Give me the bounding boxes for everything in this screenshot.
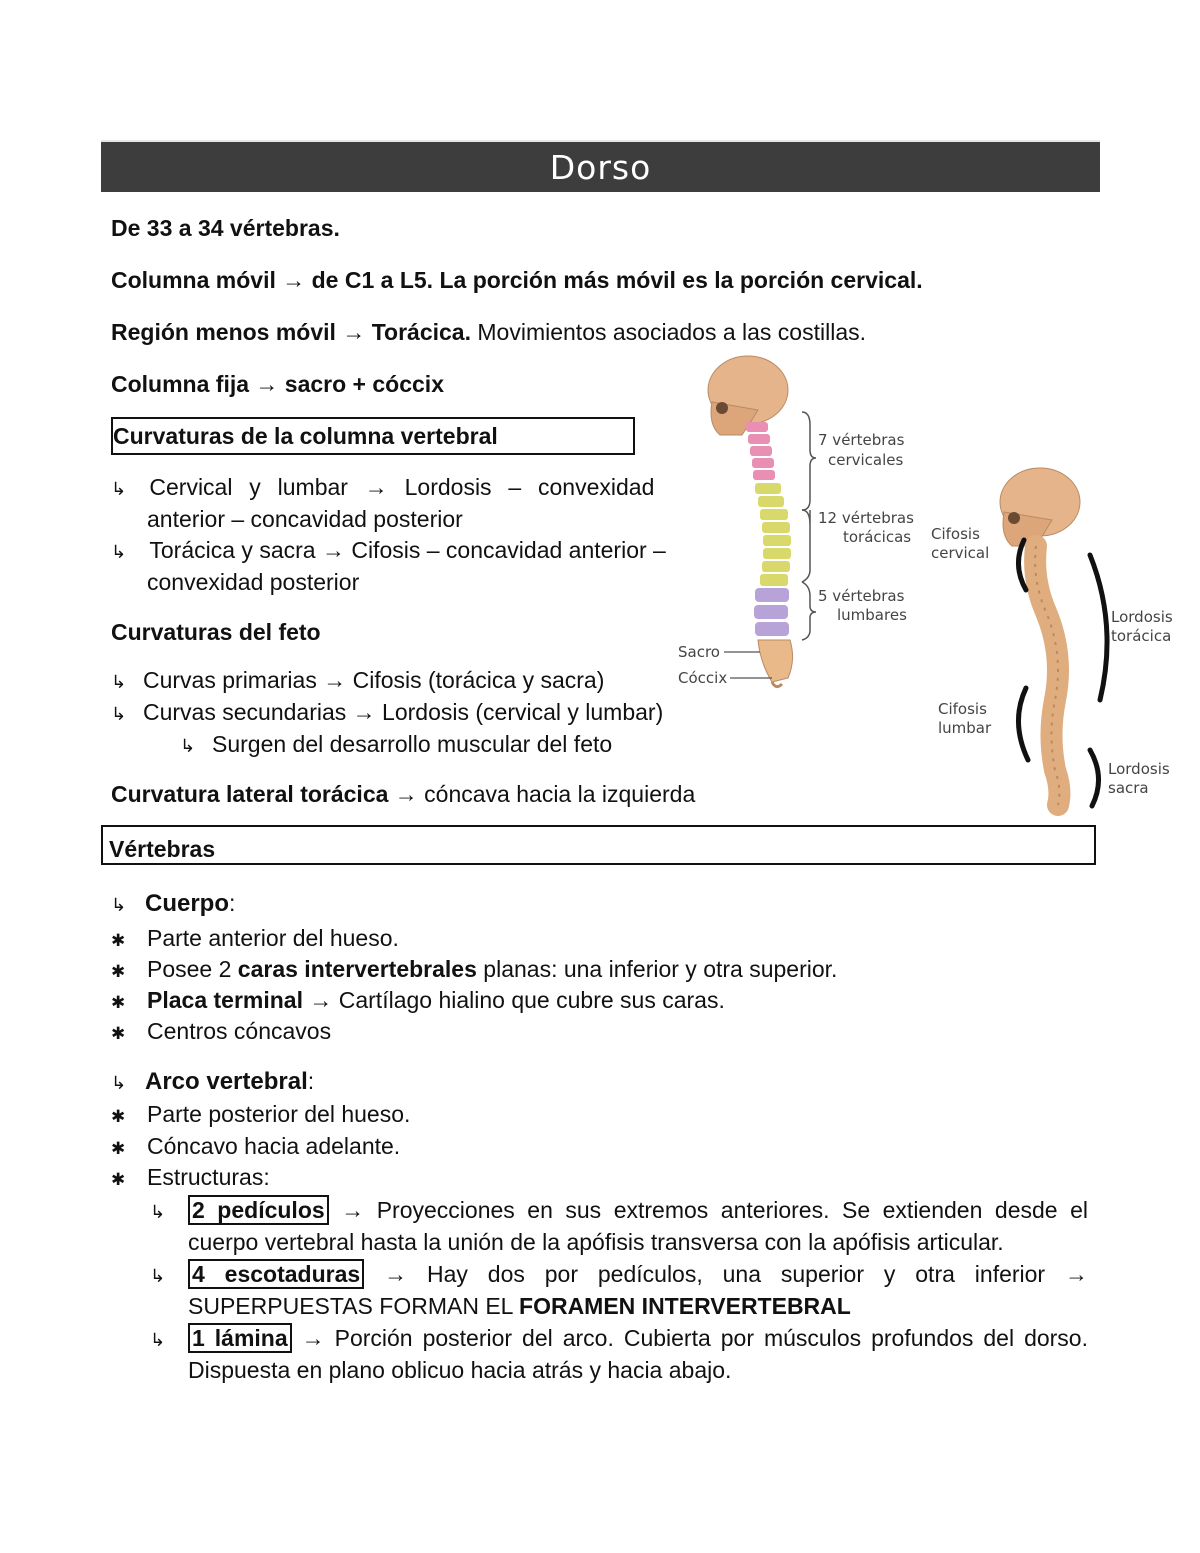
arch-heading: ↳ Arco vertebral: [111,1068,315,1095]
curvature-item-1: ↳ Cervical y lumbar → Lordosis – convexidad [111,474,655,500]
lamina-label: 1 lámina [188,1323,292,1353]
body-item-1: ✱ Parte anterior del hueso. [111,925,399,951]
structure-notches: 4 escotaduras → Hay dos por pedículos, una superior y otra inferior → SUPERPUESTAS FORMAN EL FORAMEN INTERVERTEBRAL [188,1261,1088,1319]
fetal-subitem: ↳ Surgen del desarrollo muscular del feto [180,731,613,757]
body-item-3: ✱ Placa terminal → Cartílago hialino que cubre sus caras. [111,987,725,1013]
hook-arrow-icon: ↳ [111,542,127,562]
body-heading: ↳ Cuerpo: [111,890,236,917]
skull-icon [1000,468,1080,546]
curvature-item-2-cont: convexidad posterior [147,569,360,595]
spine-illustration [660,350,1190,820]
hook-arrow-icon: ↳ [111,672,127,692]
notches-label: 4 escotaduras [188,1259,364,1289]
fetal-curvatures-heading: Curvaturas del feto [111,619,321,645]
hook-arrow-icon: ↳ [111,1073,127,1093]
curvatures-heading: Curvaturas de la columna vertebral [111,417,635,455]
label-thoracic: 12 vértebras [818,509,914,527]
fetal-item-2: ↳ Curvas secundarias → Lordosis (cervical y lumbar) [111,699,664,725]
arch-item-1: ✱ Parte posterior del hueso. [111,1101,411,1127]
sacral-curve-arc [1090,750,1099,806]
body-item-4: ✱ Centros cóncavos [111,1018,332,1044]
curvature-item-2: ↳ Torácica y sacra → Cifosis – concavidad anterior – [111,537,666,563]
label-thoracic-lordosis: Lordosis [1111,608,1173,626]
label-lumbar-2: lumbares [837,606,907,624]
hook-arrow-icon: ↳ [150,1266,166,1286]
body-item-2: ✱ Posee 2 caras intervertebrales planas: una inferior y otra superior. [111,956,838,982]
fetal-item-1: ↳ Curvas primarias → Cifosis (torácica y sacra) [111,667,605,693]
lateral-curvature-line: Curvatura lateral torácica → cóncava hacia la izquierda [111,781,696,807]
lumbar-vertebrae [754,588,789,636]
label-lumbar: 5 vértebras [818,587,905,605]
label-cervical-kyphosis: Cifosis [931,525,980,543]
hook-arrow-icon: ↳ [180,736,196,756]
hook-arrow-icon: ↳ [111,895,127,915]
hook-arrow-icon: ↳ [150,1330,166,1350]
hook-arrow-icon: ↳ [150,1202,166,1222]
asterisk-icon: ✱ [111,1139,126,1158]
curvature-item-1-cont: anterior – concavidad posterior [147,506,463,532]
vertebrae-heading: Vértebras [101,825,1096,865]
asterisk-icon: ✱ [111,1107,126,1126]
pedicles-label: 2 pedículos [188,1195,329,1225]
hook-arrow-icon: ↳ [111,704,127,724]
lumbar-curve-arc [1018,688,1028,760]
label-cervical: 7 vértebras [818,431,905,449]
asterisk-icon: ✱ [111,993,126,1012]
page-title: Dorso [101,140,1100,192]
least-mobile-bold: Región menos móvil → Torácica. [111,319,471,345]
label-sacrum: Sacro [678,643,720,661]
least-mobile-rest: Movimientos asociados a las costillas. [471,319,866,345]
mobile-column-line: Columna móvil → de C1 a L5. La porción más móvil es la porción cervical. [111,267,923,293]
label-lumbar-kyphosis: Cifosis [938,700,987,718]
vertebrae-count: De 33 a 34 vértebras. [111,215,340,241]
asterisk-icon: ✱ [111,962,126,981]
sacrum-shape [758,640,793,682]
label-thoracic-2: torácicas [843,528,912,546]
label-coccyx: Cóccix [678,669,728,687]
asterisk-icon: ✱ [111,1024,126,1043]
least-mobile-line [111,319,866,346]
arch-item-3: ✱ Estructuras: [111,1164,270,1190]
thoracic-vertebrae [755,483,791,586]
asterisk-icon: ✱ [111,1170,126,1189]
cervical-vertebrae [746,422,775,480]
fixed-column-line: Columna fija → sacro + cóccix [111,371,444,397]
hook-arrow-icon: ↳ [111,479,127,499]
coccyx-shape [772,682,782,687]
label-cervical-2: cervicales [828,451,904,469]
spine-column [1035,546,1059,805]
structure-pedicles: 2 pedículos → Proyecciones en sus extremos anteriores. Se extienden desde el cuerpo vertebral hasta la unión de la apófisis transversa con la apófisis articular. [188,1197,1088,1255]
asterisk-icon: ✱ [111,931,126,950]
arch-item-2: ✱ Cóncavo hacia adelante. [111,1133,401,1159]
thoracic-curve-arc [1090,555,1107,700]
structure-lamina: 1 lámina → Porción posterior del arco. Cubierta por músculos profundos del dorso. Dispuesta en plano oblicuo hacia atrás y hacia abajo. [188,1325,1088,1383]
label-sacral-lordosis: Lordosis [1108,760,1170,778]
